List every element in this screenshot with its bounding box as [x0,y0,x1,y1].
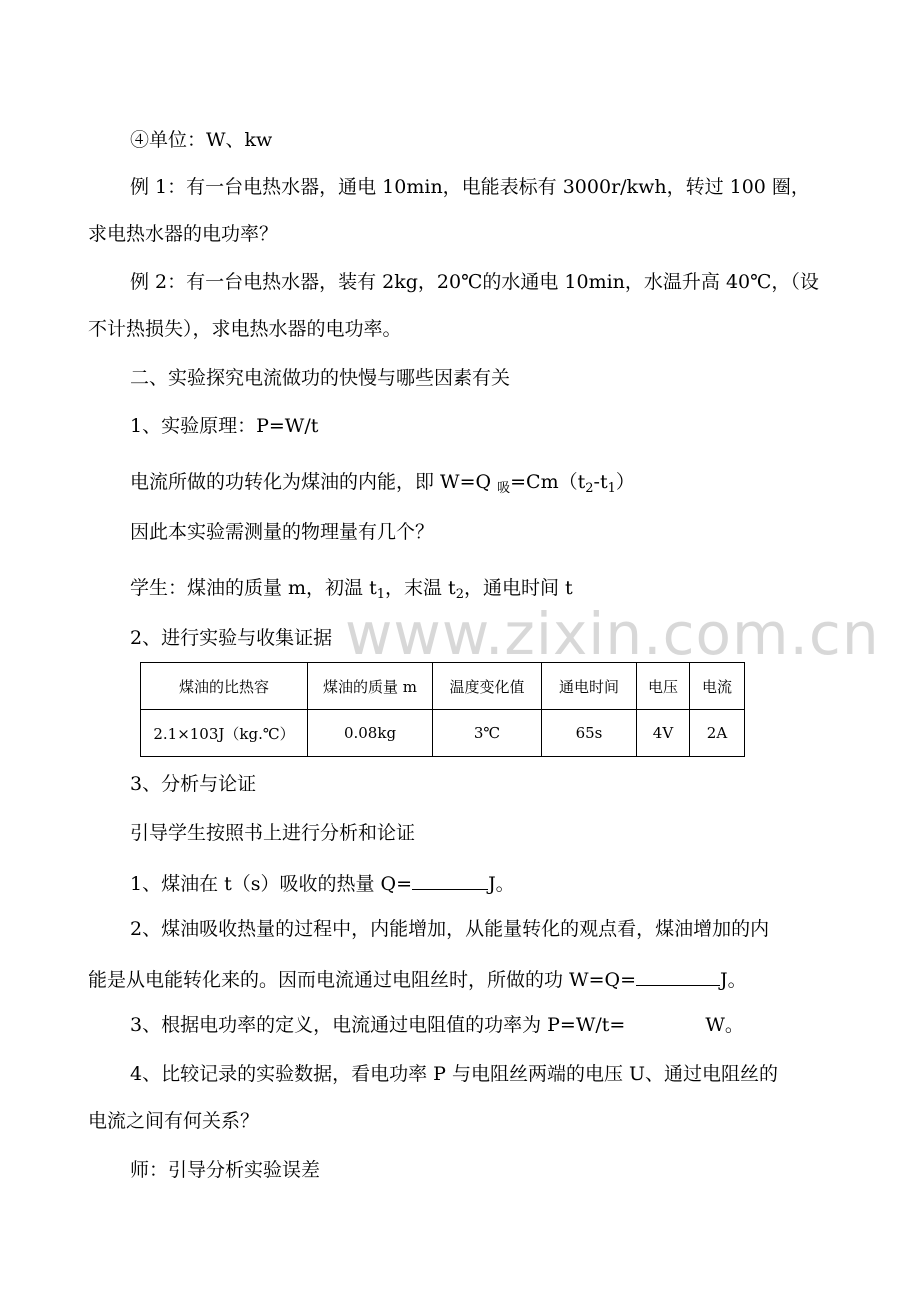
table-cell: 65s [542,710,637,757]
question-3-line [130,1013,744,1037]
analysis-heading: 3、分析与论证 [130,773,257,795]
text: W。 [705,1014,744,1036]
experiment-heading: 2、进行实验与收集证据 [130,627,333,649]
unit-line: ④单位：W、kw [130,129,273,151]
watermark: www.zixin.com.cn [345,600,880,668]
question-4-line-2: 电流之间有何关系？ [88,1110,260,1132]
table-header-cell: 电压 [637,663,690,710]
question-2-line-1: 2、煤油吸收热量的过程中，内能增加，从能量转化的观点看，煤油增加的内 [130,918,770,940]
answer-blank [636,965,720,986]
data-table [140,662,745,757]
example-2-line-2: 不计热损失），求电热水器的电功率。 [88,318,402,340]
subscript: 1 [607,481,616,496]
subscript: 吸 [497,481,511,496]
table-header-cell: 温度变化值 [433,663,542,710]
question-2-line-2 [88,965,747,992]
table-header-cell: 煤油的质量 m [308,663,433,710]
example-2-line-1: 例 2：有一台电热水器，装有 2kg，20℃的水通电 10min，水温升高 40℃，（设 [130,271,819,293]
example-1-line-1: 例 1：有一台电热水器，通电 10min，电能表标有 3000r/kwh，转过 100 圈， [130,176,810,198]
text: 1、煤油在 t（s）吸收的热量 Q= [130,873,413,895]
table-cell: 2A [690,710,745,757]
principle-line: 1、实验原理：P=W/t [130,415,319,437]
text: 学生：煤油的质量 m，初温 t [130,577,377,599]
table-cell: 3℃ [433,710,542,757]
text: -t [593,471,608,493]
text: J。 [720,969,747,991]
table-header-row [141,663,745,710]
subscript: 2 [585,481,594,496]
table-header-cell: 通电时间 [542,663,637,710]
table-cell: 4V [637,710,690,757]
question-line: 因此本实验需测量的物理量有几个？ [130,521,435,543]
table-header-cell: 电流 [690,663,745,710]
text: ） [615,471,635,493]
text: J。 [488,873,515,895]
question-1-line [130,869,515,896]
text: 3、根据电功率的定义，电流通过电阻值的功率为 P=W/t= [130,1014,626,1036]
text: 能是从电能转化来的。因而电流通过电阻丝时，所做的功 W=Q= [88,969,636,991]
table-cell: 0.08kg [308,710,433,757]
text: ，通电时间 t [463,577,573,599]
table-header-cell: 煤油的比热容 [141,663,308,710]
question-4-line-1: 4、比较记录的实验数据，看电功率 P 与电阻丝两端的电压 U、通过电阻丝的 [130,1063,779,1085]
subscript: 1 [376,587,386,602]
table-row [141,710,745,757]
example-1-line-2: 求电热水器的电功率？ [88,223,279,245]
text: ，末温 t [385,577,456,599]
teacher-line: 师：引导分析实验误差 [130,1159,321,1181]
text: =Cm（t [510,471,586,493]
guide-line: 引导学生按照书上进行分析和论证 [130,822,416,844]
answer-blank [412,869,488,890]
text: 电流所做的功转化为煤油的内能，即 W=Q [130,471,498,493]
table-cell: 2.1×103J（kg.℃） [141,710,308,757]
student-answer-line [130,576,573,600]
section-2-heading: 二、实验探究电流做功的快慢与哪些因素有关 [130,367,511,389]
subscript: 2 [455,587,464,602]
energy-conversion-line [130,470,635,494]
